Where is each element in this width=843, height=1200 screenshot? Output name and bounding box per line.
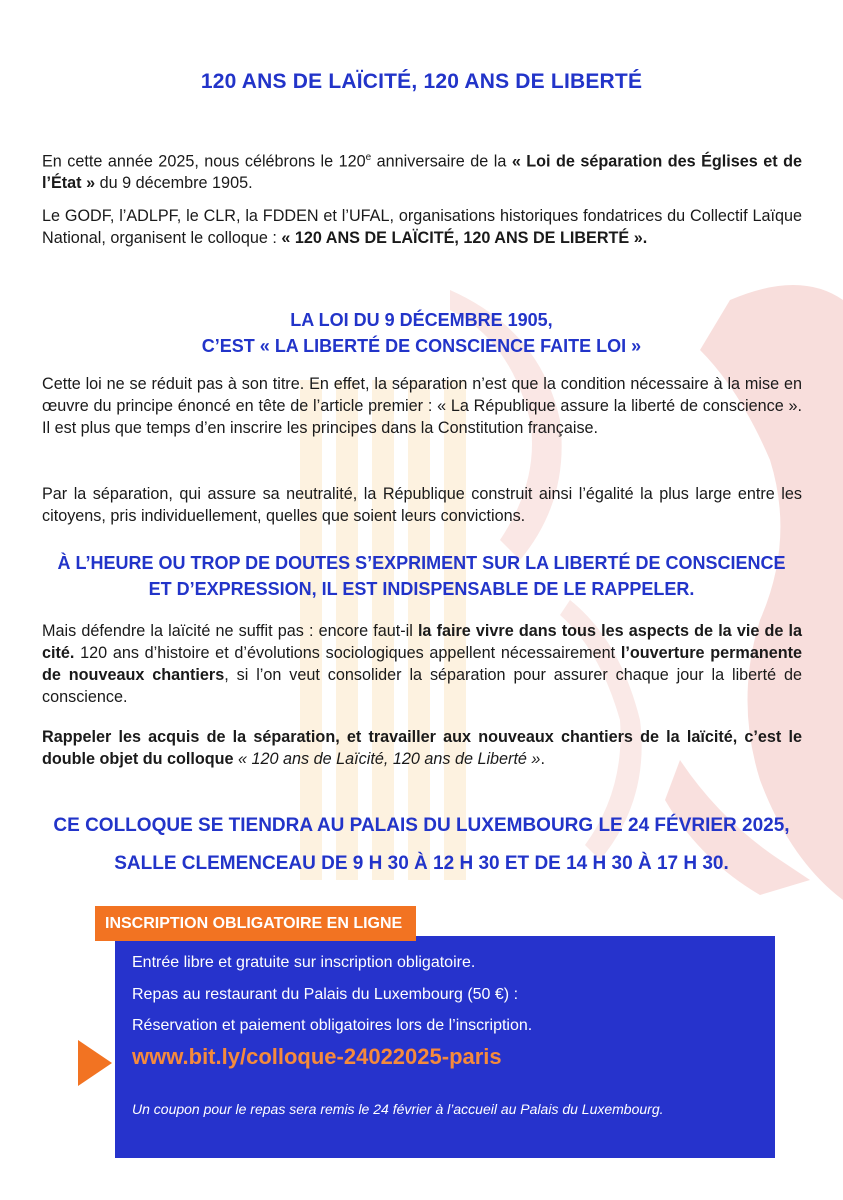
registration-line-2: Repas au restaurant du Palais du Luxembourg (50 €) : [132, 986, 519, 1003]
ordinal-suffix: e [365, 152, 372, 163]
arrow-right-icon [78, 1040, 112, 1086]
section2-heading-line-2: ET D’EXPRESSION, IL EST INDISPENSABLE DE LE RAPPELER. [148, 579, 695, 599]
section2-text-c: , si l’on veut consolider la séparation pour assurer chaque jour la liberté de conscience. [42, 666, 802, 706]
section1-paragraph-2: Par la séparation, qui assure sa neutralité, la République construit ainsi l’égalité la plus large entre les citoyens, pris individuellement, quelles que soient leurs convictions. [42, 485, 802, 525]
registration-box [115, 936, 775, 1158]
section2-heading-line-1: À L’HEURE OU TROP DE DOUTES S’EXPRIMENT SUR LA LIBERTÉ DE CONSCIENCE [57, 553, 786, 573]
colloquium-title-italic: « 120 ans de Laïcité, 120 ans de Liberté » [238, 750, 541, 768]
page-title: 120 ANS DE LAÏCITÉ, 120 ANS DE LIBERTÉ [200, 70, 643, 93]
section2-text-b: 120 ans d’histoire et d’évolutions sociologiques appellent nécessairement [74, 644, 621, 662]
section1-paragraph-1: Cette loi ne se réduit pas à son titre. En effet, la séparation n’est que la condition nécessaire à la mise en œuvre du principe énoncé en tête de l’article premier : « La République assure la liberté de conscience ». Il est plus que temps d’en inscrire les principes dans la Constitution française. [42, 375, 802, 437]
section2-end: . [540, 750, 545, 768]
section2-bold-1: la faire vivre dans tous les aspects de la vie de la cité. [42, 622, 803, 662]
colloquium-name: « 120 ANS DE LAÏCITÉ, 120 ANS DE LIBERTÉ ». [281, 229, 648, 247]
section2-bold-2: l’ouverture permanente de nouveaux chantiers [42, 644, 802, 684]
section1-heading [0, 307, 843, 359]
section2-paragraph-1 [42, 620, 802, 708]
section1-heading-line-2: C’EST « LA LIBERTÉ DE CONSCIENCE FAITE LOI » [201, 336, 642, 356]
registration-tab: INSCRIPTION OBLIGATOIRE EN LIGNE [95, 906, 416, 941]
intro-paragraph-1 [42, 147, 802, 194]
intro-paragraph-2 [42, 205, 802, 249]
section2-bold-3: Rappeler les acquis de la séparation, et travailler aux nouveaux chantiers de la laïcité, c’est le double objet du colloque [42, 728, 802, 768]
section2-text-a: Mais défendre la laïcité ne suffit pas : encore faut-il [42, 622, 418, 640]
event-info [0, 807, 843, 883]
meal-coupon-note: Un coupon pour le repas sera remis le 24 février à l’accueil au Palais du Luxembourg. [132, 1101, 664, 1117]
registration-link[interactable]: www.bit.ly/colloque-24022025-paris [132, 1044, 502, 1069]
section1-heading-line-1: LA LOI DU 9 DÉCEMBRE 1905, [290, 310, 553, 330]
event-line-1: CE COLLOQUE SE TIENDRA AU PALAIS DU LUXEMBOURG LE 24 FÉVRIER 2025, [53, 815, 790, 836]
section2-paragraph-2 [42, 726, 802, 770]
intro-text-c: du 9 décembre 1905. [95, 174, 253, 193]
registration-line-3: Réservation et paiement obligatoires lors de l’inscription. [132, 1017, 533, 1034]
section2-heading [0, 550, 843, 602]
intro-text-a: En cette année 2025, nous célébrons le 120 [42, 152, 366, 171]
registration-line-1: Entrée libre et gratuite sur inscription obligatoire. [132, 954, 476, 971]
organizers-text: Le GODF, l’ADLPF, le CLR, la FDDEN et l’UFAL, organisations historiques fondatrices du Collectif Laïque National, organisent le colloque : [42, 207, 802, 247]
law-name: « Loi de séparation des Églises et de l’État » [42, 152, 802, 193]
event-line-2: SALLE CLEMENCEAU DE 9 H 30 À 12 H 30 ET DE 14 H 30 À 17 H 30. [114, 853, 729, 874]
intro-text-b: anniversaire de la [371, 152, 512, 171]
